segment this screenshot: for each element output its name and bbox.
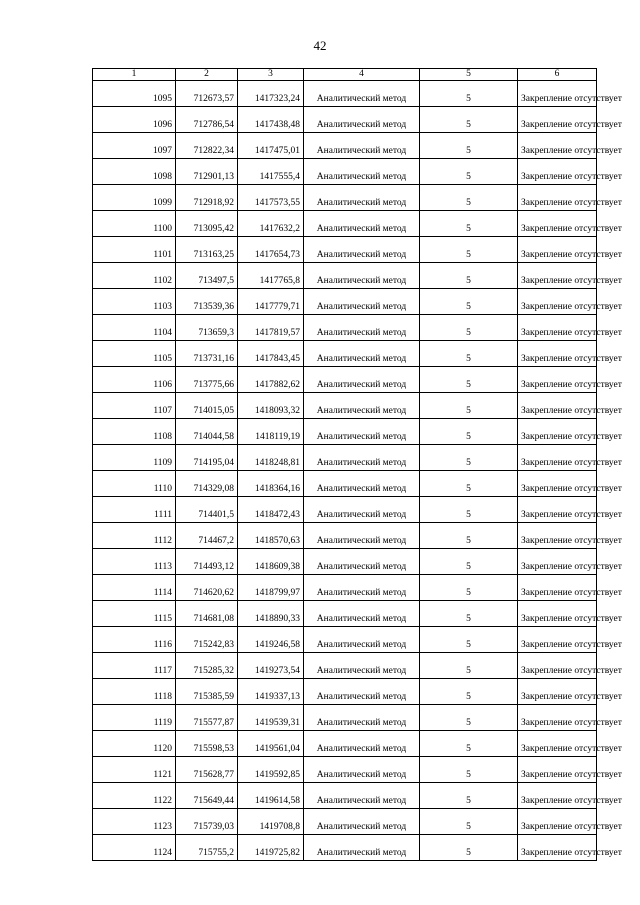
cell-accuracy: 5: [420, 81, 518, 107]
cell-coord-y: 1419246,58: [238, 627, 304, 653]
cell-accuracy: 5: [420, 211, 518, 237]
cell-accuracy: 5: [420, 185, 518, 211]
cell-coord-y: 1417323,24: [238, 81, 304, 107]
page-number: 42: [313, 38, 327, 53]
coordinates-table: [92, 68, 622, 861]
cell-coord-x: 714195,04: [176, 445, 238, 471]
table-row: [93, 419, 597, 445]
cell-coord-y: 1417573,55: [238, 185, 304, 211]
cell-coord-y: 1417632,2: [238, 211, 304, 237]
table-row: [93, 783, 597, 809]
table-row: [93, 237, 597, 263]
cell-method: Аналитический метод: [304, 237, 420, 263]
table-row: [93, 107, 597, 133]
cell-method: Аналитический метод: [304, 159, 420, 185]
cell-fixing: Закрепление отсутствует: [518, 367, 597, 393]
cell-coord-y: 1417843,45: [238, 341, 304, 367]
cell-method: Аналитический метод: [304, 445, 420, 471]
cell-accuracy: 5: [420, 549, 518, 575]
cell-accuracy: 5: [420, 263, 518, 289]
cell-point-number: 1102: [93, 263, 176, 289]
cell-coord-y: 1419561,04: [238, 731, 304, 757]
column-header-5: 5: [420, 69, 518, 81]
cell-coord-y: 1418248,81: [238, 445, 304, 471]
cell-point-number: 1113: [93, 549, 176, 575]
cell-method: Аналитический метод: [304, 393, 420, 419]
cell-point-number: 1101: [93, 237, 176, 263]
cell-method: Аналитический метод: [304, 653, 420, 679]
cell-accuracy: 5: [420, 783, 518, 809]
cell-coord-y: 1418890,33: [238, 601, 304, 627]
cell-fixing: Закрепление отсутствует: [518, 81, 597, 107]
cell-point-number: 1106: [93, 367, 176, 393]
cell-coord-x: 715755,2: [176, 835, 238, 861]
cell-point-number: 1119: [93, 705, 176, 731]
cell-point-number: 1123: [93, 809, 176, 835]
table-row: [93, 627, 597, 653]
cell-method: Аналитический метод: [304, 731, 420, 757]
table-row: [93, 263, 597, 289]
cell-method: Аналитический метод: [304, 419, 420, 445]
cell-point-number: 1112: [93, 523, 176, 549]
cell-point-number: 1097: [93, 133, 176, 159]
cell-coord-x: 713163,25: [176, 237, 238, 263]
cell-coord-y: 1418609,38: [238, 549, 304, 575]
cell-coord-y: 1419614,58: [238, 783, 304, 809]
cell-point-number: 1100: [93, 211, 176, 237]
cell-method: Аналитический метод: [304, 523, 420, 549]
cell-coord-x: 713497,5: [176, 263, 238, 289]
table-row: [93, 731, 597, 757]
table-row: [93, 315, 597, 341]
table-body: [93, 81, 622, 861]
table-row: [93, 679, 597, 705]
cell-fixing: Закрепление отсутствует: [518, 289, 597, 315]
table-row: [93, 523, 597, 549]
cell-coord-x: 715385,59: [176, 679, 238, 705]
cell-coord-x: 715285,32: [176, 653, 238, 679]
cell-coord-y: 1419539,31: [238, 705, 304, 731]
cell-coord-y: 1417819,57: [238, 315, 304, 341]
table-row: [93, 367, 597, 393]
cell-coord-x: 715649,44: [176, 783, 238, 809]
cell-method: Аналитический метод: [304, 783, 420, 809]
cell-point-number: 1111: [93, 497, 176, 523]
cell-accuracy: 5: [420, 523, 518, 549]
cell-coord-y: 1418364,16: [238, 471, 304, 497]
cell-method: Аналитический метод: [304, 107, 420, 133]
cell-point-number: 1121: [93, 757, 176, 783]
cell-fixing: Закрепление отсутствует: [518, 497, 597, 523]
cell-coord-x: 715598,53: [176, 731, 238, 757]
cell-coord-x: 712822,34: [176, 133, 238, 159]
cell-coord-y: 1417765,8: [238, 263, 304, 289]
cell-method: Аналитический метод: [304, 263, 420, 289]
cell-coord-y: 1418093,32: [238, 393, 304, 419]
cell-accuracy: 5: [420, 315, 518, 341]
cell-accuracy: 5: [420, 419, 518, 445]
cell-fixing: Закрепление отсутствует: [518, 783, 597, 809]
table-row: [93, 159, 597, 185]
cell-coord-y: 1419725,82: [238, 835, 304, 861]
table-row: [93, 705, 597, 731]
cell-coord-y: 1417654,73: [238, 237, 304, 263]
cell-method: Аналитический метод: [304, 757, 420, 783]
table-row: [93, 445, 597, 471]
cell-point-number: 1116: [93, 627, 176, 653]
cell-coord-y: 1419592,85: [238, 757, 304, 783]
cell-method: Аналитический метод: [304, 471, 420, 497]
cell-fixing: Закрепление отсутствует: [518, 601, 597, 627]
table-row: [93, 341, 597, 367]
column-header-2: 2: [176, 69, 238, 81]
cell-fixing: Закрепление отсутствует: [518, 549, 597, 575]
table-row: [93, 757, 597, 783]
cell-fixing: Закрепление отсутствует: [518, 523, 597, 549]
cell-accuracy: 5: [420, 393, 518, 419]
cell-point-number: 1096: [93, 107, 176, 133]
cell-fixing: Закрепление отсутствует: [518, 471, 597, 497]
cell-coord-y: 1418472,43: [238, 497, 304, 523]
cell-point-number: 1124: [93, 835, 176, 861]
column-header-1: 1: [93, 69, 176, 81]
cell-coord-x: 715577,87: [176, 705, 238, 731]
cell-fixing: Закрепление отсутствует: [518, 315, 597, 341]
cell-coord-x: 713775,66: [176, 367, 238, 393]
cell-point-number: 1095: [93, 81, 176, 107]
cell-coord-x: 712673,57: [176, 81, 238, 107]
cell-coord-y: 1417779,71: [238, 289, 304, 315]
cell-coord-x: 713095,42: [176, 211, 238, 237]
column-header-3: 3: [238, 69, 304, 81]
cell-coord-x: 715242,83: [176, 627, 238, 653]
cell-coord-y: 1418119,19: [238, 419, 304, 445]
cell-fixing: Закрепление отсутствует: [518, 809, 597, 835]
table-row: [93, 211, 597, 237]
cell-accuracy: 5: [420, 705, 518, 731]
cell-coord-y: 1417475,01: [238, 133, 304, 159]
cell-point-number: 1108: [93, 419, 176, 445]
cell-coord-y: 1419273,54: [238, 653, 304, 679]
cell-accuracy: 5: [420, 289, 518, 315]
cell-method: Аналитический метод: [304, 185, 420, 211]
cell-method: Аналитический метод: [304, 289, 420, 315]
cell-coord-x: 715739,03: [176, 809, 238, 835]
cell-accuracy: 5: [420, 809, 518, 835]
cell-coord-x: 712901,13: [176, 159, 238, 185]
table-row: [93, 575, 597, 601]
table-row: [93, 81, 597, 107]
cell-method: Аналитический метод: [304, 341, 420, 367]
cell-point-number: 1103: [93, 289, 176, 315]
cell-coord-x: 714493,12: [176, 549, 238, 575]
cell-coord-x: 713731,16: [176, 341, 238, 367]
cell-accuracy: 5: [420, 367, 518, 393]
cell-coord-x: 713659,3: [176, 315, 238, 341]
table-row: [93, 497, 597, 523]
cell-method: Аналитический метод: [304, 315, 420, 341]
cell-fixing: Закрепление отсутствует: [518, 341, 597, 367]
cell-coord-y: 1419708,8: [238, 809, 304, 835]
cell-method: Аналитический метод: [304, 601, 420, 627]
cell-coord-y: 1417555,4: [238, 159, 304, 185]
cell-method: Аналитический метод: [304, 133, 420, 159]
cell-fixing: Закрепление отсутствует: [518, 393, 597, 419]
cell-point-number: 1109: [93, 445, 176, 471]
cell-fixing: Закрепление отсутствует: [518, 419, 597, 445]
cell-point-number: 1104: [93, 315, 176, 341]
table-row: [93, 185, 597, 211]
cell-accuracy: 5: [420, 497, 518, 523]
cell-fixing: Закрепление отсутствует: [518, 107, 597, 133]
cell-accuracy: 5: [420, 835, 518, 861]
cell-coord-x: 715628,77: [176, 757, 238, 783]
cell-fixing: Закрепление отсутствует: [518, 237, 597, 263]
cell-fixing: Закрепление отсутствует: [518, 133, 597, 159]
cell-accuracy: 5: [420, 679, 518, 705]
table-row: [93, 835, 597, 861]
cell-method: Аналитический метод: [304, 367, 420, 393]
cell-accuracy: 5: [420, 341, 518, 367]
cell-coord-y: 1417438,48: [238, 107, 304, 133]
cell-accuracy: 5: [420, 445, 518, 471]
cell-method: Аналитический метод: [304, 549, 420, 575]
cell-coord-x: 714401,5: [176, 497, 238, 523]
cell-point-number: 1099: [93, 185, 176, 211]
cell-method: Аналитический метод: [304, 809, 420, 835]
cell-coord-x: 714044,58: [176, 419, 238, 445]
cell-coord-x: 714620,62: [176, 575, 238, 601]
cell-coord-y: 1419337,13: [238, 679, 304, 705]
table-row: [93, 393, 597, 419]
cell-method: Аналитический метод: [304, 211, 420, 237]
cell-method: Аналитический метод: [304, 679, 420, 705]
cell-coord-y: 1418799,97: [238, 575, 304, 601]
cell-accuracy: 5: [420, 471, 518, 497]
cell-accuracy: 5: [420, 601, 518, 627]
cell-fixing: Закрепление отсутствует: [518, 445, 597, 471]
cell-method: Аналитический метод: [304, 835, 420, 861]
column-header-4: 4: [304, 69, 420, 81]
cell-point-number: 1115: [93, 601, 176, 627]
cell-point-number: 1122: [93, 783, 176, 809]
cell-accuracy: 5: [420, 731, 518, 757]
cell-point-number: 1114: [93, 575, 176, 601]
cell-fixing: Закрепление отсутствует: [518, 835, 597, 861]
cell-fixing: Закрепление отсутствует: [518, 627, 597, 653]
cell-coord-x: 714329,08: [176, 471, 238, 497]
cell-accuracy: 5: [420, 575, 518, 601]
cell-method: Аналитический метод: [304, 705, 420, 731]
cell-point-number: 1098: [93, 159, 176, 185]
table-row: [93, 601, 597, 627]
cell-fixing: Закрепление отсутствует: [518, 731, 597, 757]
table-row: [93, 653, 597, 679]
header-row: [93, 69, 597, 81]
cell-coord-x: 712918,92: [176, 185, 238, 211]
cell-point-number: 1107: [93, 393, 176, 419]
cell-accuracy: 5: [420, 627, 518, 653]
cell-method: Аналитический метод: [304, 627, 420, 653]
cell-coord-y: 1417882,62: [238, 367, 304, 393]
cell-coord-y: 1418570,63: [238, 523, 304, 549]
cell-accuracy: 5: [420, 159, 518, 185]
cell-fixing: Закрепление отсутствует: [518, 679, 597, 705]
table-row: [93, 289, 597, 315]
cell-point-number: 1110: [93, 471, 176, 497]
cell-point-number: 1118: [93, 679, 176, 705]
cell-fixing: Закрепление отсутствует: [518, 575, 597, 601]
cell-fixing: Закрепление отсутствует: [518, 757, 597, 783]
table-row: [93, 133, 597, 159]
cell-fixing: Закрепление отсутствует: [518, 705, 597, 731]
cell-fixing: Закрепление отсутствует: [518, 211, 597, 237]
cell-coord-x: 713539,36: [176, 289, 238, 315]
cell-accuracy: 5: [420, 133, 518, 159]
cell-fixing: Закрепление отсутствует: [518, 263, 597, 289]
cell-fixing: Закрепление отсутствует: [518, 159, 597, 185]
cell-coord-x: 714015,05: [176, 393, 238, 419]
cell-point-number: 1120: [93, 731, 176, 757]
cell-method: Аналитический метод: [304, 497, 420, 523]
cell-accuracy: 5: [420, 107, 518, 133]
table-row: [93, 809, 597, 835]
cell-fixing: Закрепление отсутствует: [518, 653, 597, 679]
column-header-6: 6: [518, 69, 597, 81]
table-row: [93, 471, 597, 497]
cell-coord-x: 714467,2: [176, 523, 238, 549]
cell-point-number: 1117: [93, 653, 176, 679]
cell-accuracy: 5: [420, 237, 518, 263]
cell-coord-x: 712786,54: [176, 107, 238, 133]
cell-accuracy: 5: [420, 757, 518, 783]
table-header: [93, 69, 597, 81]
cell-point-number: 1105: [93, 341, 176, 367]
cell-method: Аналитический метод: [304, 81, 420, 107]
cell-method: Аналитический метод: [304, 575, 420, 601]
cell-coord-x: 714681,08: [176, 601, 238, 627]
cell-accuracy: 5: [420, 653, 518, 679]
cell-fixing: Закрепление отсутствует: [518, 185, 597, 211]
table-row: [93, 549, 597, 575]
